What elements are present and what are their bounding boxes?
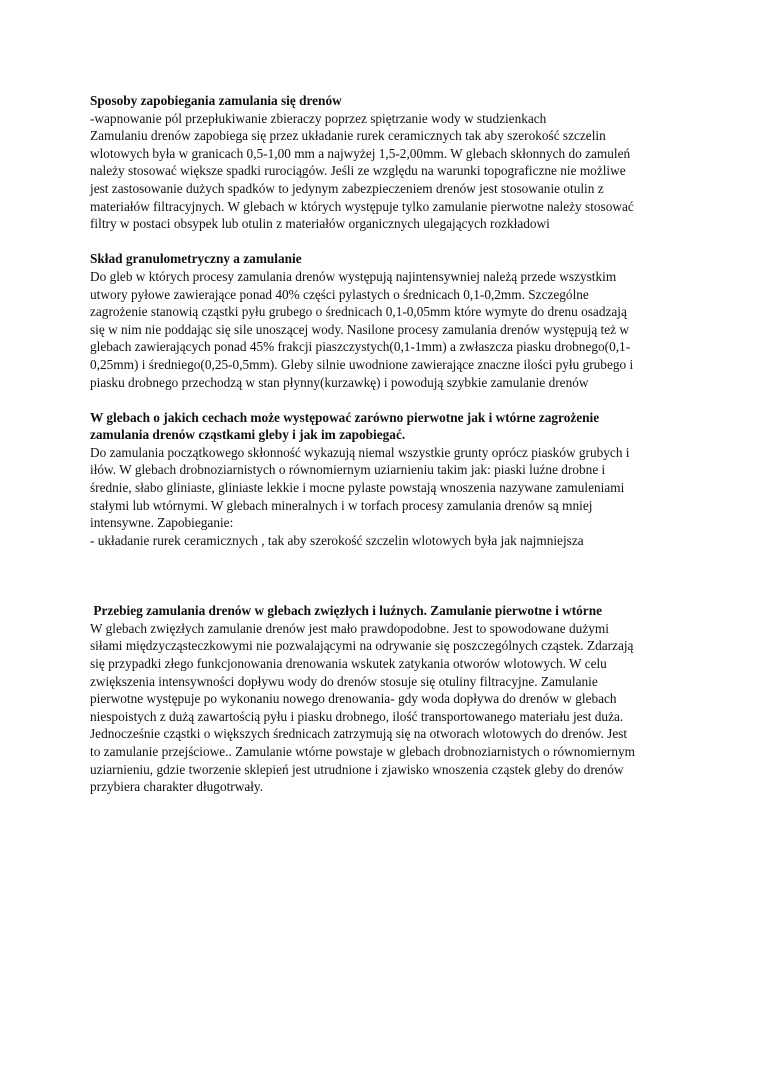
paragraph-line: Jednocześnie cząstki o większych średnicach zatrzymują się na otworach wlotowych do drenów. Jest xyxy=(90,726,628,742)
paragraph-line: zwiększenia intensywności dopływu wody do drenów stosuje się otuliny filtracyjne. Zamulanie xyxy=(90,673,598,689)
paragraph-line: uziarnieniu, gdzie tworzenie sklepień jest utrudnione i zjawisko wnoszenia cząstek gleby do drenów xyxy=(90,761,624,777)
paragraph-line: się przypadki złego funkcjonowania drenowania wskutek zatykania otworów wlotowych. W celu xyxy=(90,656,607,672)
paragraph-line: się w nim nie poddając się sile unoszącej wody. Nasilone procesy zamulania drenów występują też w xyxy=(90,321,629,337)
paragraph-line: siłami międzycząsteczkowymi nie pozwalającymi na odrywanie się poszczególnych cząstek. Zdarzają xyxy=(90,638,634,654)
paragraph-line: Do gleb w których procesy zamulania drenów występują najintensywniej należą przede wszystkim xyxy=(90,268,617,284)
paragraph-line: niespoistych z dużą zawartością pyłu i piasku drobnego, ilość transportowanego materiału jest duża. xyxy=(90,708,624,724)
paragraph-line: intensywne. Zapobieganie: xyxy=(90,515,234,531)
document-body xyxy=(90,92,680,796)
paragraph-line: utwory pyłowe zawierające ponad 40% części pylastych o średnicach 0,1-0,2mm. Szczególne xyxy=(90,286,589,302)
section-heading: Skład granulometryczny a zamulanie xyxy=(90,251,302,267)
paragraph-line: stałymi lub wtórnymi. W glebach mineralnych i w torfach procesy zamulania drenów są mniej xyxy=(90,497,593,513)
paragraph-line: pierwotne występuje po wykonaniu nowego drenowania- gdy woda dopływa do drenów w glebach xyxy=(90,691,617,707)
paragraph-line: W glebach zwięzłych zamulanie drenów jest mało prawdopodobne. Jest to spowodowane dużymi xyxy=(90,620,609,636)
section-granulometric-composition xyxy=(90,250,680,391)
section-primary-secondary-threat xyxy=(90,409,680,550)
paragraph-line: jest zastosowanie dużych spadków to jedynym zabezpieczeniem drenów jest stosowanie otulin z xyxy=(90,180,604,196)
paragraph-line: - układanie rurek ceramicznych , tak aby szerokość szczelin wlotowych była jak najmniejsza xyxy=(90,532,584,548)
paragraph-spacer xyxy=(90,233,680,251)
paragraph-line: należy stosować większe spadki rurociągów. Jeśli ze względu na warunki topograficzne nie możliwe xyxy=(90,163,626,179)
paragraph-line: Zamulaniu drenów zapobiega się przez układanie rurek ceramicznych tak aby szerokość szczelin xyxy=(90,128,606,144)
paragraph-line: filtry w postaci obsypek lub otulin z materiałów organicznych ulegających rozkładowi xyxy=(90,216,550,232)
section-preventing-clogging xyxy=(90,92,680,233)
section-heading: zamulania drenów cząstkami gleby i jak im zapobiegać. xyxy=(90,427,406,443)
section-heading: Przebieg zamulania drenów w glebach zwięzłych i luźnych. Zamulanie pierwotne i wtórne xyxy=(90,603,603,619)
paragraph-line: średnie, słabo gliniaste, gliniaste lekkie i mocne pylaste powstają wnoszenia nazywane zamuleniami xyxy=(90,480,625,496)
paragraph-line: glebach zawierających ponad 45% frakcji piaszczystych(0,1-1mm) a zwłaszcza piasku drobnego(0,1- xyxy=(90,339,631,355)
paragraph-line: materiałów filtracyjnych. W glebach w których występuje tylko zamulanie pierwotne należy stosować xyxy=(90,198,634,214)
paragraph-line: iłów. W glebach drobnoziarnistych o równomiernym uziarnieniu takim jak: piaski luźne drobne i xyxy=(90,462,606,478)
paragraph-spacer xyxy=(90,549,680,602)
section-clogging-course xyxy=(90,602,680,796)
paragraph-line: -wapnowanie pól przepłukiwanie zbieraczy poprzez spiętrzanie wody w studzienkach xyxy=(90,110,547,126)
paragraph-spacer xyxy=(90,391,680,409)
section-heading: Sposoby zapobiegania zamulania się drenów xyxy=(90,93,342,108)
paragraph-line: 0,25mm) i średniego(0,25-0,5mm). Gleby silnie uwodnione zawierające znaczne ilości pyłu grubego i xyxy=(90,356,634,372)
paragraph-line: zagrożenie stanowią cząstki pyłu grubego o średnicach 0,1-0,05mm które wymyte do drenu osadzają xyxy=(90,304,627,320)
paragraph-line: przybiera charakter długotrwały. xyxy=(90,779,264,795)
section-heading: W glebach o jakich cechach może występować zarówno pierwotne jak i wtórne zagrożenie xyxy=(90,409,600,425)
paragraph-line: Do zamulania początkowego skłonność wykazują niemal wszystkie grunty oprócz piasków grubych i xyxy=(90,444,630,460)
paragraph-line: to zamulanie przejściowe.. Zamulanie wtórne powstaje w glebach drobnoziarnistych o równomiernym xyxy=(90,743,635,759)
paragraph-line: piasku drobnego przechodzą w stan płynny(kurzawkę) i powodują szybkie zamulanie drenów xyxy=(90,374,589,390)
paragraph-line: wlotowych była w granicach 0,5-1,00 mm a najwyżej 1,5-2,00mm. W glebach skłonnych do zamuleń xyxy=(90,145,631,161)
